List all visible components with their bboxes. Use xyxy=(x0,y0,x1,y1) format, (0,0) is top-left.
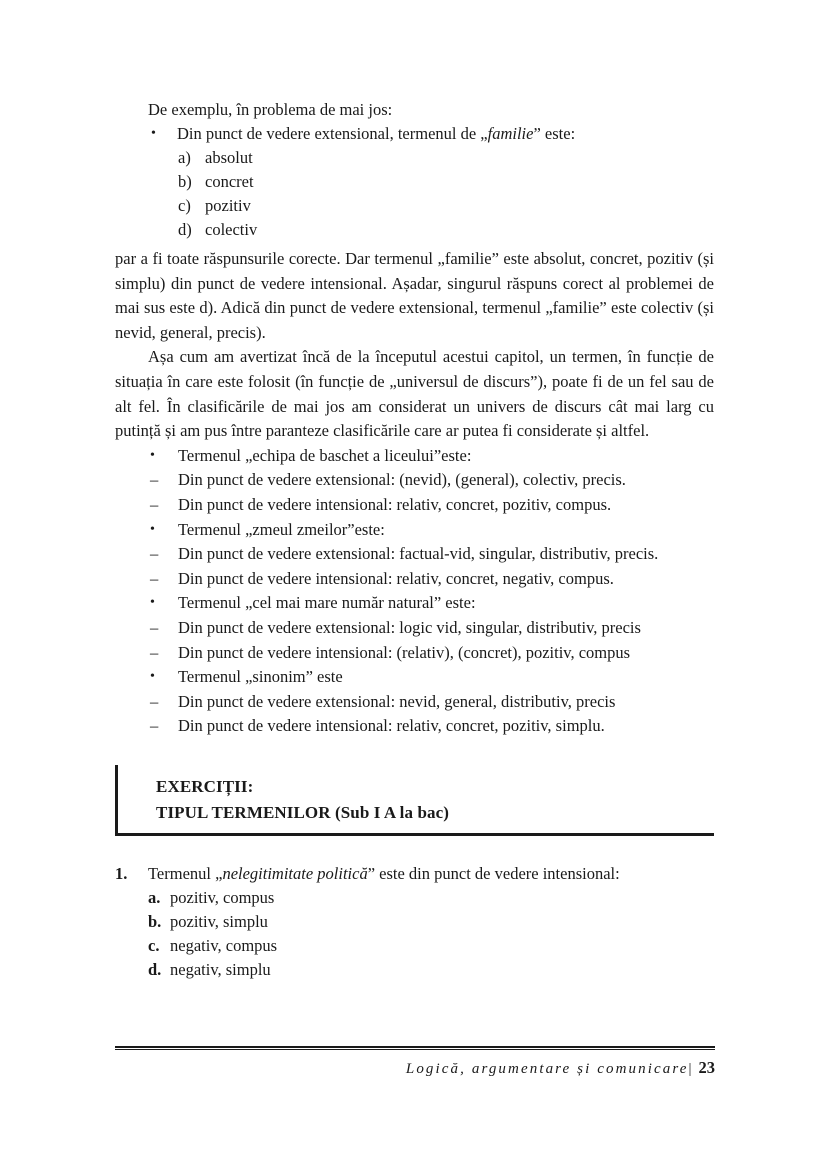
dash-icon: – xyxy=(150,494,159,514)
list-item xyxy=(115,567,714,592)
exercises-heading-line-2: TIPUL TERMENILOR (Sub I A la bac) xyxy=(156,802,450,822)
option-label: concret xyxy=(205,172,254,191)
exercises-heading-line-1: EXERCIȚII: xyxy=(156,776,254,796)
option-label: negativ, compus xyxy=(170,935,278,955)
option-marker: b) xyxy=(178,172,192,191)
body-paragraph-2: Așa cum am avertizat încă de la începutul acestui capitol, un termen, în funcție de situația în care este folosit (în funcție de „universul de discurs”), poate fi de un fel sau de alt fel. În clasificările de mai jos am considerat un univers de discurs cât mai larg cu putință și am pus între paranteze clasificările care ar putea fi considerate și altfel. xyxy=(115,347,714,441)
body-paragraph-1: par a fi toate răspunsurile corecte. Dar termenul „familie” este absolut, concret, pozitiv (și simplu) din punct de vedere intensional. Așadar, singurul răspuns corect al problemei de mai sus este d). Adică din punct de vedere extensional, termenul „familie” este colectiv (și nevid, general, precis). xyxy=(115,249,714,342)
option-label: colectiv xyxy=(205,220,258,239)
list-item xyxy=(115,616,714,641)
dash-icon: – xyxy=(150,470,159,490)
list-item xyxy=(115,194,714,218)
dash-icon: – xyxy=(150,716,159,736)
list-item xyxy=(115,218,714,242)
list-item xyxy=(115,518,714,543)
intro-bullet-item xyxy=(115,122,714,146)
bullet-icon: • xyxy=(151,126,156,141)
option-marker: d. xyxy=(148,959,162,979)
intro-bullet-text-pre: Din punct de vedere extensional, termenul de „ xyxy=(177,124,488,143)
footer-separator: | xyxy=(688,1061,692,1077)
intro-answer-options xyxy=(115,146,714,242)
intro-line: De exemplu, în problema de mai jos: xyxy=(148,100,393,119)
list-item xyxy=(115,690,714,715)
exercise-1 xyxy=(115,862,714,982)
footer-rule-thin xyxy=(115,1049,715,1050)
option-label: pozitiv, simplu xyxy=(170,911,268,931)
page-footer xyxy=(115,1046,715,1079)
exercise-number: 1. xyxy=(115,863,128,883)
list-item xyxy=(115,468,714,493)
list-item xyxy=(115,591,714,616)
exercise-question-italic: nelegitimitate politică xyxy=(222,863,368,883)
list-item xyxy=(115,146,714,170)
dash-icon: – xyxy=(150,544,159,564)
footer-book-title: Logică, argumentare și comunicare xyxy=(405,1061,689,1077)
list-item-label: Din punct de vedere extensional: logic vid, singular, distributiv, precis xyxy=(178,617,641,637)
list-item-label: Termenul „zmeul zmeilor”este: xyxy=(178,519,385,539)
option-label: negativ, simplu xyxy=(170,959,271,979)
option-marker: b. xyxy=(148,911,162,931)
list-item xyxy=(115,910,714,934)
classification-list xyxy=(115,444,714,739)
option-marker: a. xyxy=(148,887,161,907)
list-item xyxy=(115,958,714,982)
option-label: pozitiv xyxy=(205,196,251,215)
option-label: absolut xyxy=(205,148,253,167)
dash-icon: – xyxy=(150,568,159,588)
list-item-label: Termenul „cel mai mare număr natural” este: xyxy=(178,593,476,613)
list-item-label: Din punct de vedere intensional: relativ, concret, pozitiv, simplu. xyxy=(178,716,605,736)
list-item-label: Din punct de vedere extensional: factual-vid, singular, distributiv, precis. xyxy=(178,544,659,564)
list-item-label: Termenul „echipa de baschet a liceului”este: xyxy=(178,445,472,465)
bullet-icon: • xyxy=(150,595,155,611)
exercise-question-pre: Termenul „ xyxy=(148,863,223,883)
intro-bullet-text-italic: familie xyxy=(487,124,534,143)
list-item-label: Din punct de vedere intensional: (relativ), (concret), pozitiv, compus xyxy=(178,642,631,662)
list-item xyxy=(115,886,714,910)
list-item-label: Din punct de vedere extensional: nevid, general, distributiv, precis xyxy=(178,691,616,711)
list-item xyxy=(115,641,714,666)
exercises-heading-box xyxy=(115,765,714,836)
option-label: pozitiv, compus xyxy=(170,887,275,907)
list-item xyxy=(115,444,714,469)
list-item-label: Din punct de vedere intensional: relativ, concret, negativ, compus. xyxy=(178,568,614,588)
bullet-icon: • xyxy=(150,447,155,463)
footer-text xyxy=(115,1058,715,1079)
list-item-label: Din punct de vedere extensional: (nevid), (general), colectiv, precis. xyxy=(178,470,626,490)
exercise-question-post: ” este din punct de vedere intensional: xyxy=(367,863,620,883)
bullet-icon: • xyxy=(150,669,155,685)
list-item xyxy=(115,934,714,958)
option-marker: d) xyxy=(178,220,192,239)
bullet-icon: • xyxy=(150,521,155,537)
intro-bullet-text xyxy=(177,124,575,143)
list-item xyxy=(115,714,714,739)
dash-icon: – xyxy=(150,617,159,637)
list-item xyxy=(115,170,714,194)
exercise-question-text xyxy=(148,864,620,883)
list-item-label: Din punct de vedere intensional: relativ, concret, pozitiv, compus. xyxy=(178,494,612,514)
footer-rule-thick xyxy=(115,1046,715,1048)
list-item-label: Termenul „sinonim” este xyxy=(178,667,343,687)
list-item xyxy=(115,665,714,690)
exercise-question xyxy=(115,862,714,886)
dash-icon: – xyxy=(150,691,159,711)
exercise-options xyxy=(115,886,714,982)
list-item xyxy=(115,493,714,518)
dash-icon: – xyxy=(150,642,159,662)
page-content xyxy=(115,98,714,982)
intro-bullet-text-post: ” este: xyxy=(533,124,576,143)
option-marker: c. xyxy=(148,935,160,955)
footer-page-number: 23 xyxy=(698,1058,715,1077)
list-item xyxy=(115,542,714,567)
option-marker: a) xyxy=(178,148,191,167)
option-marker: c) xyxy=(178,196,191,215)
